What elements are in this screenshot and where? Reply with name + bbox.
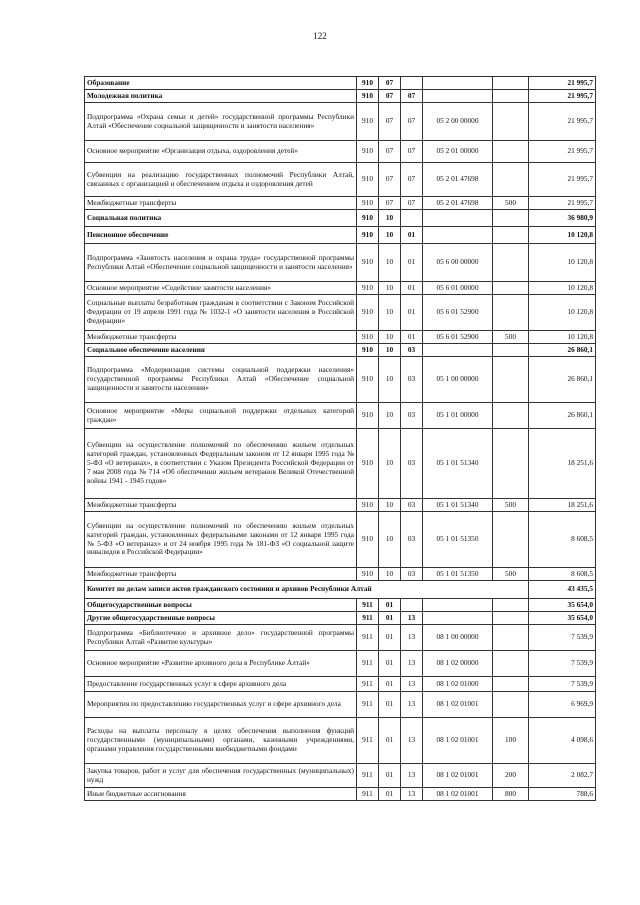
target-article-cell: 08 1 02 01001 xyxy=(423,718,493,764)
gr-code-cell: 910 xyxy=(357,331,379,344)
expense-type-cell xyxy=(493,163,529,197)
expense-type-cell: 500 xyxy=(493,331,529,344)
gr-code-cell: 910 xyxy=(357,512,379,568)
subsection-cell: 01 xyxy=(401,282,423,295)
page-number: 122 xyxy=(313,31,327,41)
gr-code-cell: 910 xyxy=(357,499,379,512)
target-article-cell: 05 2 01 47698 xyxy=(423,163,493,197)
amount-cell: 21 995,7 xyxy=(529,90,596,103)
expense-type-cell: 100 xyxy=(493,718,529,764)
section-cell: 10 xyxy=(379,344,401,357)
gr-code-cell: 910 xyxy=(357,77,379,90)
item-name-cell: Социальная политика xyxy=(85,210,357,227)
gr-code-cell: 911 xyxy=(357,599,379,612)
item-name-cell: Иные бюджетные ассигнования xyxy=(85,788,357,801)
amount-cell: 21 995,7 xyxy=(529,197,596,210)
table-row xyxy=(85,403,596,429)
table-row xyxy=(85,677,596,692)
amount-cell: 35 654,0 xyxy=(529,612,596,625)
item-name-cell: Расходы на выплаты персоналу в целях обеспечения выполнения функций государственными (муниципальными) органами, казенными учреждениями, органами управления государственными внебюджетными фондами xyxy=(85,718,357,764)
item-name-cell: Основное мероприятие «Содействие занятости населения» xyxy=(85,282,357,295)
section-cell: 01 xyxy=(379,625,401,651)
expense-type-cell xyxy=(493,227,529,244)
item-name-cell: Социальное обеспечение населения xyxy=(85,344,357,357)
target-article-cell: 05 6 01 52900 xyxy=(423,331,493,344)
amount-cell: 26 860,1 xyxy=(529,344,596,357)
table-row xyxy=(85,599,596,612)
subsection-cell: 03 xyxy=(401,344,423,357)
amount-cell: 26 860,1 xyxy=(529,403,596,429)
subsection-cell: 03 xyxy=(401,429,423,499)
item-name-cell: Субвенции на реализацию государственных полномочий Республики Алтай, связанных с организацией и обеспечением отдыха и оздоровления детей xyxy=(85,163,357,197)
expense-type-cell xyxy=(493,403,529,429)
amount-cell: 2 082,7 xyxy=(529,764,596,788)
subsection-cell: 01 xyxy=(401,295,423,331)
target-article-cell: 08 1 02 00000 xyxy=(423,651,493,677)
item-name-cell: Межбюджетные трансферты xyxy=(85,331,357,344)
gr-code-cell: 910 xyxy=(357,141,379,163)
item-name-cell: Пенсионное обеспечение xyxy=(85,227,357,244)
target-article-cell: 08 1 02 01001 xyxy=(423,764,493,788)
target-article-cell: 05 6 01 52900 xyxy=(423,295,493,331)
target-article-cell: 05 6 00 00000 xyxy=(423,244,493,282)
expense-type-cell xyxy=(493,344,529,357)
subsection-cell: 01 xyxy=(401,331,423,344)
target-article-cell: 05 2 00 00000 xyxy=(423,103,493,141)
table-row xyxy=(85,568,596,581)
table-row xyxy=(85,244,596,282)
gr-code-cell: 911 xyxy=(357,764,379,788)
target-article-cell xyxy=(423,227,493,244)
expense-type-cell xyxy=(493,295,529,331)
item-name-cell: Подпрограмма «Библиотечное и архивное дело» государственной программы Республики Алтай «Развитие культуры» xyxy=(85,625,357,651)
table-row xyxy=(85,344,596,357)
item-name-cell: Образование xyxy=(85,77,357,90)
target-article-cell xyxy=(423,599,493,612)
budget-table-body xyxy=(85,77,596,801)
subsection-cell: 07 xyxy=(401,141,423,163)
section-cell: 01 xyxy=(379,788,401,801)
target-article-cell: 05 2 01 47698 xyxy=(423,197,493,210)
item-name-cell: Подпрограмма «Занятость населения и охрана труда» государственной программы Республики Алтай «Обеспечение социальной защищенности и занятости населения» xyxy=(85,244,357,282)
subsection-cell: 13 xyxy=(401,788,423,801)
subsection-cell: 13 xyxy=(401,651,423,677)
amount-cell: 7 539,9 xyxy=(529,677,596,692)
expense-type-cell xyxy=(493,244,529,282)
expense-type-cell xyxy=(493,357,529,403)
table-row xyxy=(85,788,596,801)
amount-cell: 10 120,8 xyxy=(529,331,596,344)
table-row xyxy=(85,692,596,718)
section-cell: 01 xyxy=(379,692,401,718)
item-name-cell: Мероприятия по предоставлению государственных услуг и сфере архивного дела xyxy=(85,692,357,718)
section-cell: 01 xyxy=(379,651,401,677)
section-cell: 07 xyxy=(379,197,401,210)
expense-type-cell xyxy=(493,90,529,103)
amount-cell: 8 608,5 xyxy=(529,512,596,568)
section-cell: 01 xyxy=(379,718,401,764)
expense-type-cell xyxy=(493,77,529,90)
item-name-cell: Другие общегосударственные вопросы xyxy=(85,612,357,625)
gr-code-cell: 910 xyxy=(357,429,379,499)
table-row xyxy=(85,331,596,344)
amount-cell: 10 120,8 xyxy=(529,244,596,282)
section-cell: 10 xyxy=(379,331,401,344)
item-name-cell: Межбюджетные трансферты xyxy=(85,197,357,210)
amount-cell: 18 251,6 xyxy=(529,499,596,512)
table-row xyxy=(85,90,596,103)
amount-cell: 7 539,9 xyxy=(529,625,596,651)
amount-cell: 21 995,7 xyxy=(529,163,596,197)
section-cell: 10 xyxy=(379,429,401,499)
table-row xyxy=(85,581,596,599)
subsection-cell: 13 xyxy=(401,764,423,788)
gr-code-cell: 910 xyxy=(357,163,379,197)
amount-cell: 10 120,8 xyxy=(529,227,596,244)
amount-cell: 10 120,8 xyxy=(529,295,596,331)
section-cell: 10 xyxy=(379,210,401,227)
amount-cell: 21 995,7 xyxy=(529,77,596,90)
amount-cell: 35 654,0 xyxy=(529,599,596,612)
amount-cell: 4 098,6 xyxy=(529,718,596,764)
section-cell: 10 xyxy=(379,568,401,581)
gr-code-cell: 910 xyxy=(357,344,379,357)
subsection-cell: 03 xyxy=(401,403,423,429)
table-row xyxy=(85,77,596,90)
expense-type-cell xyxy=(493,512,529,568)
gr-code-cell: 910 xyxy=(357,103,379,141)
subsection-cell: 13 xyxy=(401,625,423,651)
item-name-cell: Субвенции на осуществление полномочий по обеспечению жильем отдельных категорий граждан, установленных федеральными законами от 12 января 1995 года № 5-ФЗ «О ветеранах» и от 24 ноября 1995 года № 181-ФЗ «О социальной защите инвалидов в Российской Федерации» xyxy=(85,512,357,568)
gr-code-cell: 910 xyxy=(357,244,379,282)
subsection-cell xyxy=(401,599,423,612)
expense-type-cell: 500 xyxy=(493,568,529,581)
amount-cell: 6 969,9 xyxy=(529,692,596,718)
target-article-cell: 08 1 02 01001 xyxy=(423,788,493,801)
subsection-cell xyxy=(401,77,423,90)
target-article-cell: 08 1 02 01000 xyxy=(423,677,493,692)
item-name-cell: Подпрограмма «Модернизация системы социальной поддержки населения» государственной программы Республики Алтай «Обеспечение социальной защищенности и занятости населения» xyxy=(85,357,357,403)
expense-type-cell: 200 xyxy=(493,764,529,788)
expense-type-cell xyxy=(493,651,529,677)
section-cell: 01 xyxy=(379,677,401,692)
target-article-cell: 05 6 01 00000 xyxy=(423,282,493,295)
section-cell: 10 xyxy=(379,357,401,403)
table-row xyxy=(85,764,596,788)
table-row xyxy=(85,512,596,568)
target-article-cell xyxy=(423,344,493,357)
table-row xyxy=(85,210,596,227)
expense-type-cell xyxy=(493,210,529,227)
amount-cell: 21 995,7 xyxy=(529,141,596,163)
subsection-cell: 13 xyxy=(401,718,423,764)
table-row xyxy=(85,197,596,210)
section-cell: 10 xyxy=(379,295,401,331)
target-article-cell xyxy=(423,210,493,227)
item-name-cell: Субвенции на осуществление полномочий по обеспечению жильем отдельных категорий граждан, установленных Федеральным законом от 12 января 1995 года № 5-ФЗ «О ветеранах», в соответствии с Указом Президента Российской Федерации от 7 мая 2008 года № 714 «Об обеспечении жильем ветеранов Великой Отечественной войны 1941 - 1945 годов» xyxy=(85,429,357,499)
section-cell: 07 xyxy=(379,103,401,141)
expense-type-cell: 800 xyxy=(493,788,529,801)
gr-code-cell: 911 xyxy=(357,651,379,677)
section-cell: 07 xyxy=(379,163,401,197)
gr-code-cell: 910 xyxy=(357,357,379,403)
expense-type-cell xyxy=(493,141,529,163)
gr-code-cell: 910 xyxy=(357,403,379,429)
section-cell: 10 xyxy=(379,512,401,568)
table-row xyxy=(85,651,596,677)
table-row xyxy=(85,625,596,651)
section-cell: 01 xyxy=(379,599,401,612)
table-row xyxy=(85,357,596,403)
amount-cell: 8 608,5 xyxy=(529,568,596,581)
expense-type-cell: 500 xyxy=(493,197,529,210)
item-name-cell: Основное мероприятие «Меры социальной поддержки отдельных категорий граждан» xyxy=(85,403,357,429)
target-article-cell: 08 1 02 01001 xyxy=(423,692,493,718)
subsection-cell: 07 xyxy=(401,163,423,197)
item-name-cell: Основное мероприятие «Развитие архивного дела в Республике Алтай» xyxy=(85,651,357,677)
subsection-cell: 07 xyxy=(401,90,423,103)
item-name-cell: Подпрограмма «Охрана семьи и детей» государственной программы Республики Алтай «Обеспечение социальной защищенности и занятости населения» xyxy=(85,103,357,141)
subsection-cell: 03 xyxy=(401,499,423,512)
table-row xyxy=(85,163,596,197)
subsection-cell: 03 xyxy=(401,568,423,581)
table-row xyxy=(85,227,596,244)
amount-cell: 21 995,7 xyxy=(529,103,596,141)
subsection-cell: 03 xyxy=(401,512,423,568)
expense-type-cell xyxy=(493,612,529,625)
gr-code-cell: 910 xyxy=(357,227,379,244)
section-cell: 10 xyxy=(379,227,401,244)
budget-table xyxy=(84,76,596,801)
section-cell: 10 xyxy=(379,244,401,282)
item-name-cell: Общегосударственные вопросы xyxy=(85,599,357,612)
section-cell: 07 xyxy=(379,90,401,103)
amount-cell: 788,6 xyxy=(529,788,596,801)
subsection-cell: 03 xyxy=(401,357,423,403)
amount-cell: 10 120,8 xyxy=(529,282,596,295)
expense-type-cell: 500 xyxy=(493,499,529,512)
gr-code-cell: 911 xyxy=(357,788,379,801)
table-row xyxy=(85,429,596,499)
gr-code-cell: 910 xyxy=(357,210,379,227)
section-cell: 10 xyxy=(379,282,401,295)
table-row xyxy=(85,141,596,163)
gr-code-cell: 910 xyxy=(357,197,379,210)
amount-cell: 26 860,1 xyxy=(529,357,596,403)
target-article-cell: 05 1 01 51350 xyxy=(423,512,493,568)
expense-type-cell xyxy=(493,282,529,295)
gr-code-cell: 910 xyxy=(357,295,379,331)
gr-code-cell: 911 xyxy=(357,718,379,764)
amount-cell: 18 251,6 xyxy=(529,429,596,499)
table-row xyxy=(85,103,596,141)
gr-code-cell: 911 xyxy=(357,692,379,718)
section-cell: 10 xyxy=(379,499,401,512)
subsection-cell: 07 xyxy=(401,103,423,141)
expense-type-cell xyxy=(493,429,529,499)
subsection-cell: 07 xyxy=(401,197,423,210)
gr-code-cell: 911 xyxy=(357,677,379,692)
item-name-cell: Межбюджетные трансферты xyxy=(85,499,357,512)
section-cell: 01 xyxy=(379,612,401,625)
amount-cell: 43 435,5 xyxy=(529,581,596,599)
expense-type-cell xyxy=(493,103,529,141)
item-name-cell: Межбюджетные трансферты xyxy=(85,568,357,581)
subsection-cell xyxy=(401,210,423,227)
amount-cell: 36 980,9 xyxy=(529,210,596,227)
expense-type-cell xyxy=(493,625,529,651)
gr-code-cell: 911 xyxy=(357,612,379,625)
target-article-cell xyxy=(423,90,493,103)
table-row xyxy=(85,499,596,512)
subsection-cell: 01 xyxy=(401,244,423,282)
target-article-cell: 05 1 01 51340 xyxy=(423,429,493,499)
expense-type-cell xyxy=(493,599,529,612)
gr-code-cell: 910 xyxy=(357,90,379,103)
table-row xyxy=(85,282,596,295)
table-row xyxy=(85,612,596,625)
item-name-cell: Закупка товаров, работ и услуг для обеспечения государственных (муниципальных) нужд xyxy=(85,764,357,788)
section-cell: 07 xyxy=(379,77,401,90)
target-article-cell: 08 1 00 00000 xyxy=(423,625,493,651)
expense-type-cell xyxy=(493,692,529,718)
table-row xyxy=(85,295,596,331)
target-article-cell: 05 1 00 00000 xyxy=(423,357,493,403)
gr-code-cell: 910 xyxy=(357,568,379,581)
item-name-cell: Основное мероприятие «Организация отдыха, оздоровления детей» xyxy=(85,141,357,163)
item-name-cell: Молодежная политика xyxy=(85,90,357,103)
gr-code-cell: 910 xyxy=(357,282,379,295)
item-name-cell: Комитет по делам записи актов гражданского состояния и архивов Республики Алтай xyxy=(85,581,529,599)
target-article-cell: 05 1 01 51340 xyxy=(423,499,493,512)
section-cell: 10 xyxy=(379,403,401,429)
amount-cell: 7 539,9 xyxy=(529,651,596,677)
section-cell: 01 xyxy=(379,764,401,788)
item-name-cell: Социальные выплаты безработным гражданам в соответствии с Законом Российской Федерации от 19 апреля 1991 года № 1032-1 «О занятости населения в Российской Федерации» xyxy=(85,295,357,331)
subsection-cell: 13 xyxy=(401,677,423,692)
section-cell: 07 xyxy=(379,141,401,163)
subsection-cell: 01 xyxy=(401,227,423,244)
expense-type-cell xyxy=(493,677,529,692)
item-name-cell: Предоставление государственных услуг в сфере архивного дела xyxy=(85,677,357,692)
gr-code-cell: 911 xyxy=(357,625,379,651)
target-article-cell: 05 1 01 00000 xyxy=(423,403,493,429)
target-article-cell xyxy=(423,612,493,625)
target-article-cell: 05 2 01 00000 xyxy=(423,141,493,163)
target-article-cell xyxy=(423,77,493,90)
target-article-cell: 05 1 01 51350 xyxy=(423,568,493,581)
subsection-cell: 13 xyxy=(401,612,423,625)
subsection-cell: 13 xyxy=(401,692,423,718)
table-row xyxy=(85,718,596,764)
